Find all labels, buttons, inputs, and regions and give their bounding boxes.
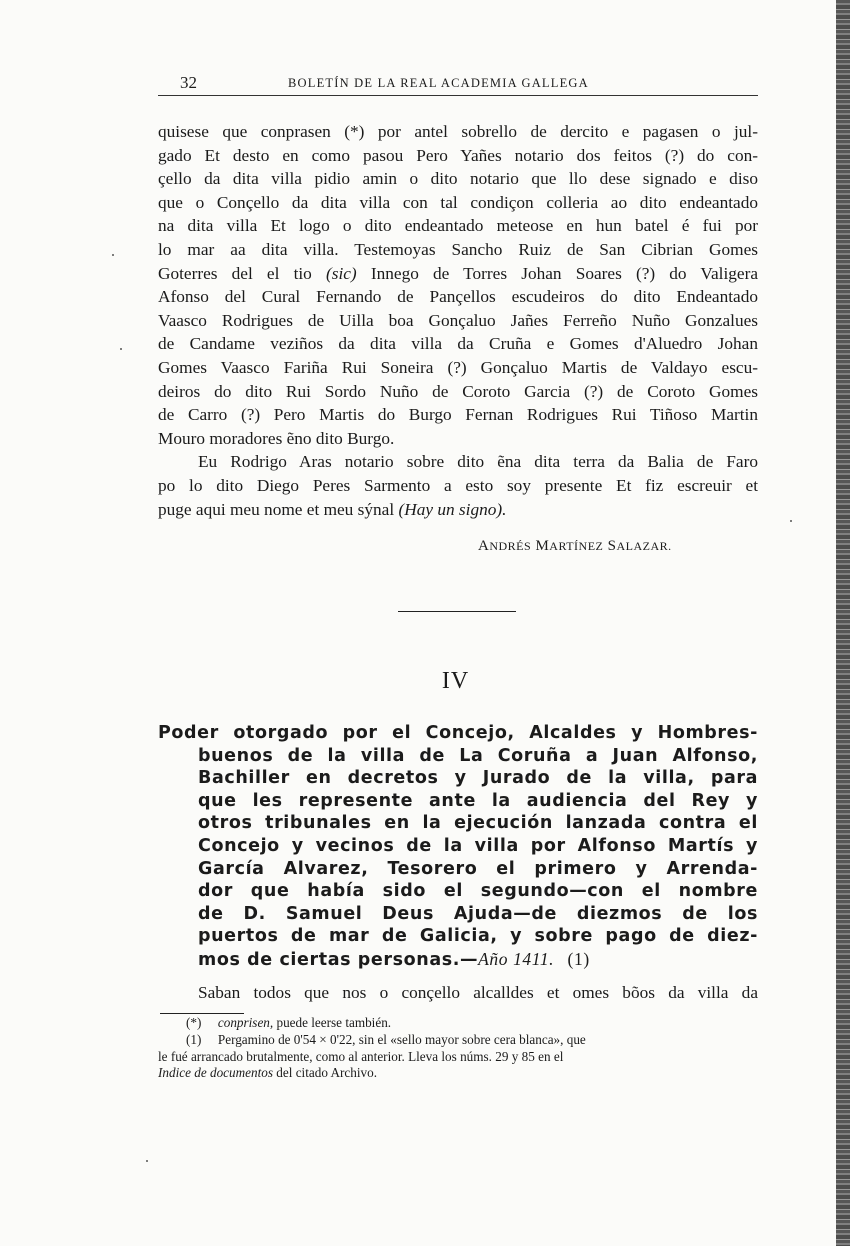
heading-line: buenos de la villa de La Coruña a Juan Alfonso, (198, 745, 758, 766)
text-line: Mouro moradores ẽno dito Burgo. (158, 428, 395, 448)
section-divider (398, 611, 516, 612)
scan-speck (146, 1160, 148, 1162)
heading-line: de D. Samuel Deus Ajuda—de diezmos de los (198, 903, 758, 924)
footnote-text: puede leerse también. (276, 1015, 392, 1030)
heading-line: Bachiller en decretos y Jurado de la villa, para (198, 768, 758, 789)
text-line: lo mar aa dita villa. Testemoyas Sancho Ruiz de San Cibrian Gomes (158, 239, 758, 259)
text-line: po lo dito Diego Peres Sarmento a esto soy presente Et fiz escreuir et (158, 475, 758, 495)
footnote-text: del citado Archivo. (276, 1065, 378, 1081)
heading-line: otros tribunales en la ejecución lanzada contra el (198, 813, 758, 834)
document-first-line: Saban todos que nos o conçello alcalldes et omes bõos da villa da (198, 983, 758, 1002)
scan-speck (120, 348, 122, 350)
text-line: de Candame veziños da dita villa da Cruña e Gomes d'Aluedro Johan (158, 334, 758, 354)
page-number: 32 (180, 73, 197, 92)
text-line: Vaasco Rodrigues de Uilla boa Gonçaluo Jañes Ferreño Nuño Gonzalues (158, 310, 758, 330)
footnote-marker: (1) (186, 1031, 202, 1047)
document-date: Año 1411. (478, 948, 555, 969)
text-line: de Carro (?) Pero Martis do Burgo Fernan Rodrigues Rui Tiñoso Martin (158, 405, 758, 425)
footnotes (158, 1015, 758, 1082)
heading-line: dor que había sido el segundo—con el nombre (198, 881, 758, 902)
footnote-reference: (1) (567, 948, 590, 969)
heading-line: puertos de mar de Galicia, y sobre pago de diez- (198, 926, 758, 947)
journal-title: BOLETÍN DE LA REAL ACADEMIA GALLEGA (288, 76, 589, 90)
footnote-italic: Indice de documentos (158, 1065, 273, 1081)
text-line: deiros do dito Rui Sordo Nuño de Coroto Garcia (?) de Coroto Gomes (158, 381, 758, 401)
scan-speck (790, 520, 792, 522)
heading-line: Concejo y vecinos de la villa por Alfonso Martís y (198, 835, 758, 856)
footnote-divider (160, 1013, 244, 1014)
footnote-2-cont (158, 1065, 758, 1082)
text-fragment: puge aqui meu nome et meu sýnal (158, 499, 395, 519)
sig-initial: S (607, 538, 617, 554)
text-line: Gomes Vaasco Fariña Rui Soneira (?) Gonçaluo Martis de Valdayo escu- (158, 357, 758, 377)
footnote-2-cont: le fué arrancado brutalmente, como al anterior. Lleva los núms. 29 y 85 en el (158, 1048, 564, 1064)
scan-speck (112, 254, 114, 256)
text-line: çello da dita villa pidio amin o dito notario que llo dese signado e diso (158, 169, 758, 189)
text-line (158, 262, 758, 286)
text-line: Afonso del Cural Fernando de Pançellos escudeiros do dito Endeantado (158, 287, 758, 307)
section-heading (158, 722, 758, 972)
footnote-text: Pergamino de 0'54 × 0'22, sin el «sello mayor sobre cera blanca», que (217, 1031, 586, 1047)
text-line (158, 498, 758, 522)
text-fragment: Innego de Torres Johan Soares (?) do Valigera (370, 263, 758, 283)
sic-annotation: (sic) (325, 263, 357, 283)
sig-rest: NDRÉS (489, 539, 532, 553)
heading-line (158, 948, 758, 972)
footnote-term: conprisen, (217, 1015, 274, 1030)
text-line: gado Et desto en como pasou Pero Yañes notario dos feitos (?) do con- (158, 145, 758, 165)
sig-initial: A (478, 538, 490, 554)
footnote-1 (158, 1015, 758, 1032)
heading-line: que les represente ante la audiencia del Rey y (198, 790, 758, 811)
text-line: quisese que conprasen (*) por antel sobrello de dercito e pagasen o jul- (158, 122, 758, 141)
document-body (158, 120, 758, 521)
text-line: que o Conçello da dita villa con tal condiçon colleria ao dito endeantado (158, 192, 758, 212)
sig-rest: ALAZAR. (616, 539, 672, 553)
text-fragment: Goterres del el tio (158, 263, 312, 283)
heading-fragment: mos de ciertas personas.— (198, 949, 479, 970)
footnote-2 (158, 1032, 758, 1049)
sig-rest: ARTÍNEZ (549, 539, 604, 553)
heading-line: García Alvarez, Tesorero el primero y Arrenda- (198, 858, 758, 879)
text-line: na dita villa Et logo o dito endeantado meteose en hun batel é fui por (158, 216, 758, 236)
author-signature (478, 538, 672, 555)
scanned-page-edge (836, 0, 850, 1246)
section-number: IV (441, 668, 470, 694)
sig-initial: M (535, 538, 550, 554)
sign-annotation: (Hay un signo). (398, 499, 507, 519)
text-line: Eu Rodrigo Aras notario sobre dito ẽna dita terra da Balia de Faro (198, 452, 758, 472)
running-head (158, 73, 758, 96)
footnote-marker: (*) (186, 1015, 202, 1030)
heading-line: Poder otorgado por el Concejo, Alcaldes y Hombres- (158, 723, 758, 743)
